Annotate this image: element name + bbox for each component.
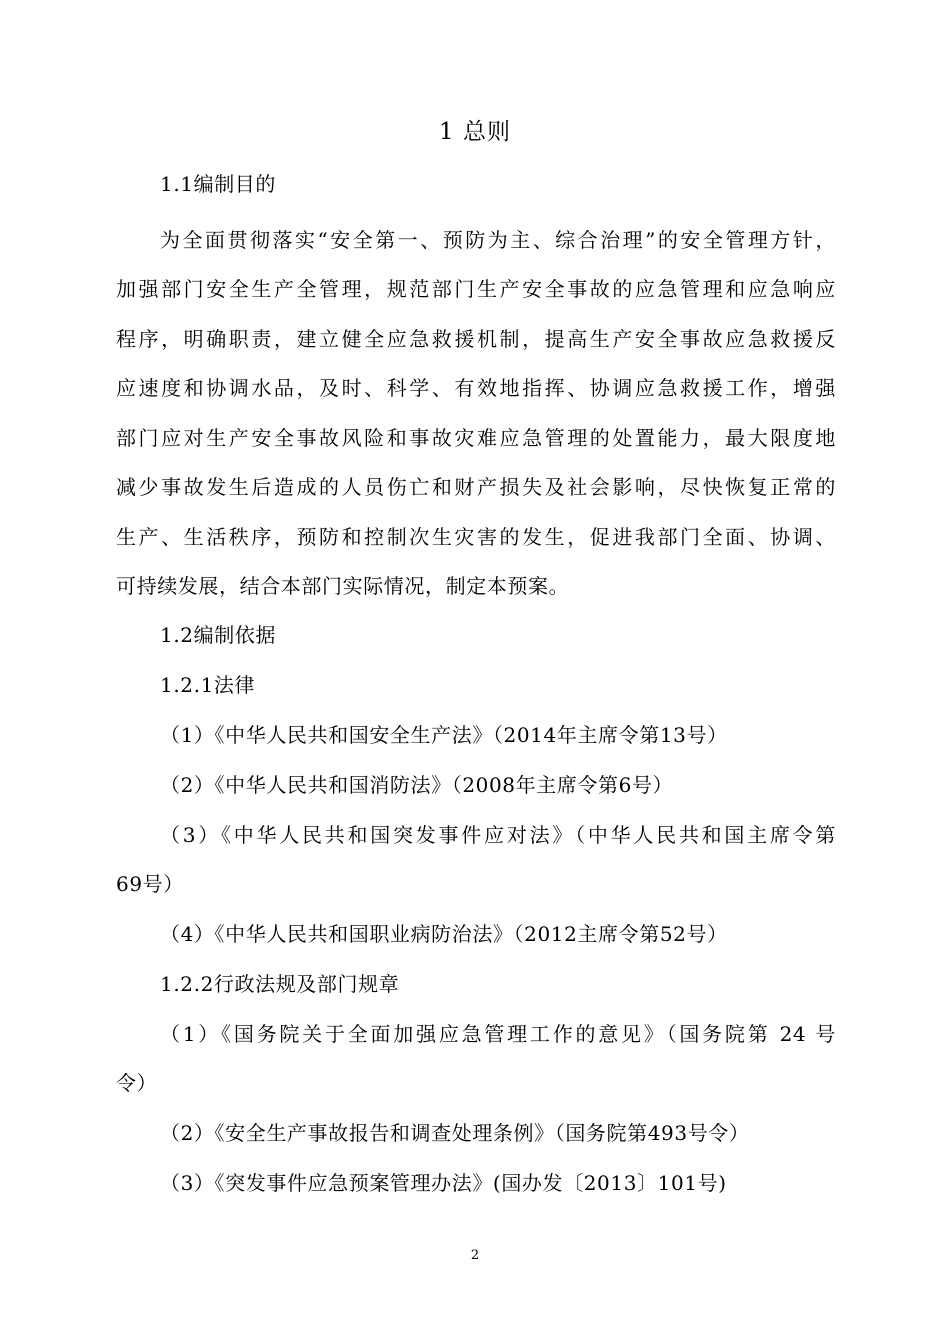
paragraph-line: 生产、生活秩序，预防和控制次生灾害的发生，促进我部门全面、协调、 (116, 525, 836, 549)
paragraph-line: 减少事故发生后造成的人员伤亡和财产损失及社会影响，尽快恢复正常的 (116, 475, 836, 499)
paragraph-line: 可持续发展，结合本部门实际情况，制定本预案。 (116, 574, 570, 598)
subsection-heading-1-2-1: 1.2.1法律 (160, 673, 256, 697)
section-heading-1-1: 1.1编制目的 (160, 172, 277, 196)
section-heading-1-2: 1.2编制依据 (160, 623, 277, 647)
page-number: 2 (470, 1248, 480, 1263)
paragraph-line: 为全面贯彻落实“安全第一、预防为主、综合治理”的安全管理方针， (160, 228, 836, 252)
chapter-title: 1 总则 (439, 119, 511, 145)
list-item-continuation: 69号） (116, 872, 184, 896)
paragraph-line: 应速度和协调水品，及时、科学、有效地指挥、协调应急救援工作，增强 (116, 376, 836, 400)
list-item: （2）《安全生产事故报告和调查处理条例》（国务院第493号令） (160, 1121, 750, 1145)
list-item: （4）《中华人民共和国职业病防治法》（2012主席令第52号） (160, 922, 728, 946)
subsection-heading-1-2-2: 1.2.2行政法规及部门规章 (160, 972, 400, 996)
list-item-continuation: 令） (116, 1071, 158, 1095)
list-item: （2）《中华人民共和国消防法》（2008年主席令第6号） (160, 773, 674, 797)
list-item: （3）《中华人民共和国突发事件应对法》（中华人民共和国主席令第 (160, 823, 836, 847)
list-item: （1）《中华人民共和国安全生产法》（2014年主席令第13号） (160, 723, 728, 747)
paragraph-line: 加强部门安全生产全管理，规范部门生产安全事故的应急管理和应急响应 (116, 277, 836, 301)
paragraph-line: 程序，明确职责，建立健全应急救援机制，提高生产安全事故应急救援反 (116, 327, 836, 351)
list-item: （1）《国务院关于全面加强应急管理工作的意见》（国务院第 24 号 (160, 1022, 836, 1046)
list-item: （3）《突发事件应急预案管理办法》(国办发〔2013〕101号) (160, 1171, 727, 1195)
paragraph-line: 部门应对生产安全事故风险和事故灾难应急管理的处置能力，最大限度地 (116, 426, 836, 450)
